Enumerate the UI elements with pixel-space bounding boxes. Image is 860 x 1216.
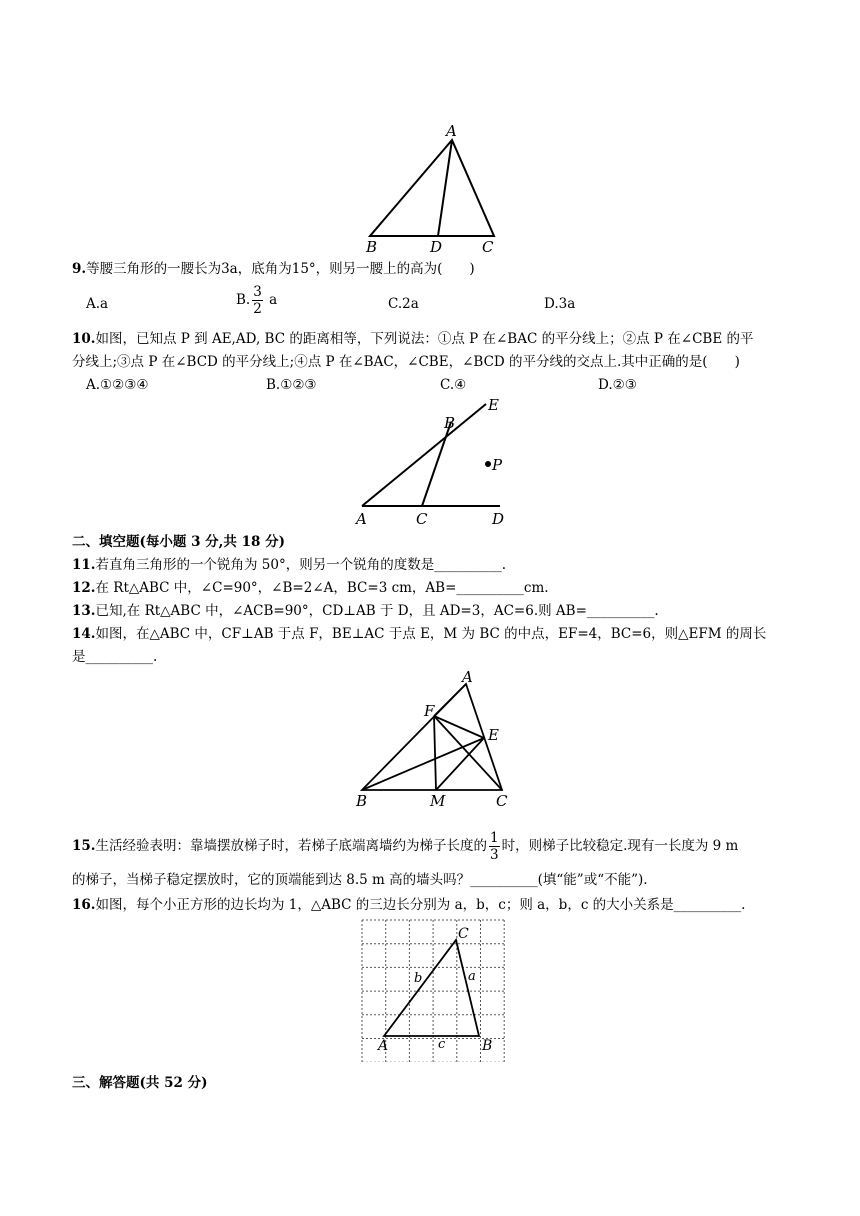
label-b: B — [444, 414, 456, 432]
label-b: B — [366, 238, 378, 256]
question-text: 若直角三角形的一个锐角为 50°，则另一个锐角的度数是__________. — [95, 557, 507, 573]
label-b: B — [356, 792, 368, 810]
question-10-line2: 分线上;③点 P 在∠BCD 的平分线上;④点 P 在∠BAC，∠CBE，∠BCD 的平分线的交点上.其中正确的是( ) — [72, 354, 740, 370]
fraction: $\frac{1}{3}$ — [490, 830, 499, 863]
question-number: 11. — [72, 557, 96, 573]
q9-option-d: D.3a — [544, 296, 576, 312]
label-m: M — [430, 792, 446, 810]
question-12 — [72, 578, 549, 598]
figure-triangle-abc-d — [360, 120, 510, 260]
question-14-line2: 是__________. — [72, 649, 158, 665]
section-2-heading: 二、填空题(每小题 3 分,共 18 分) — [72, 534, 285, 550]
question-text: 在 Rt△ABC 中，∠C=90°，∠B=2∠A，BC=3 cm，AB=__________cm. — [95, 580, 549, 596]
question-15-line1: 15.生活经验表明：靠墙摆放梯子时，若梯子底端离墙约为梯子长度的 $\frac{1}{3}$ 时，则梯子比较稳定.现有一长度为 9 m — [72, 830, 739, 863]
question-15-line2: 的梯子，当梯子稳定摆放时，它的顶端能到达 8.5 m 高的墙头吗？__________(填“能”或“不能”). — [72, 872, 648, 888]
option-label: B. — [236, 292, 251, 308]
label-e: E — [488, 396, 499, 414]
question-number: 16. — [72, 897, 96, 913]
label-c: C — [416, 510, 428, 528]
q10-option-d: D.②③ — [598, 377, 637, 393]
question-number: 15. — [72, 838, 96, 854]
q9-option-a: A.a — [86, 296, 109, 312]
label-a: A — [462, 670, 473, 686]
q10-option-b: B.①②③ — [266, 377, 317, 393]
question-text: 已知,在 Rt△ABC 中，∠ACB=90°，CD⊥AB 于 D，且 AD=3，AC=6.则 AB=__________. — [95, 603, 659, 619]
label-a: A — [378, 1038, 389, 1054]
label-c: C — [458, 926, 469, 942]
question-text: 如图，已知点 P 到 AE,AD, BC 的距离相等，下列说法：①点 P 在∠BAC 的平分线上；②点 P 在∠CBE 的平 — [95, 331, 754, 347]
question-number: 12. — [72, 580, 96, 596]
question-number: 9. — [72, 261, 87, 277]
label-d: D — [492, 510, 505, 528]
figure-angle-bisector-p — [350, 396, 520, 530]
label-c: C — [496, 792, 508, 810]
question-13 — [72, 601, 659, 621]
q9-option-c: C.2a — [388, 296, 419, 312]
label-side-b: b — [414, 971, 423, 986]
section-3-heading: 三、解答题(共 52 分) — [72, 1075, 208, 1091]
question-9 — [72, 259, 475, 279]
q9-option-b: B. $\frac{3}{2}$ a — [236, 284, 278, 317]
question-text: 生活经验表明：靠墙摆放梯子时，若梯子底端离墙约为梯子长度的 — [95, 838, 487, 854]
question-number: 14. — [72, 626, 96, 642]
question-number: 13. — [72, 603, 96, 619]
question-16 — [72, 895, 745, 915]
q10-option-a: A.①②③④ — [86, 377, 149, 393]
question-text: 如图，每个小正方形的边长均为 1，△ABC 的三边长分别为 a，b，c；则 a，b，c 的大小关系是__________. — [95, 897, 746, 913]
question-14-line1 — [72, 624, 766, 644]
question-number: 10. — [72, 331, 96, 347]
label-d: D — [430, 238, 443, 256]
question-text: 等腰三角形的一腰长为3a，底角为15°，则另一腰上的高为( ) — [86, 261, 475, 277]
label-e: E — [488, 726, 499, 744]
label-p: P — [492, 456, 503, 474]
figure-grid-triangle — [360, 918, 506, 1062]
label-a: A — [356, 510, 367, 528]
question-text: 如图，在△ABC 中，CF⊥AB 于点 F，BE⊥AC 于点 E，M 为 BC 的中点，EF=4，BC=6，则△EFM 的周长 — [95, 626, 767, 642]
label-a: A — [446, 122, 457, 140]
label-side-a: a — [468, 969, 476, 984]
fraction: $\frac{3}{2}$ — [253, 284, 262, 317]
label-side-c: c — [438, 1037, 446, 1052]
label-f: F — [424, 702, 435, 720]
question-10-line1 — [72, 329, 753, 349]
label-c: C — [482, 238, 494, 256]
q10-option-c: C.④ — [440, 377, 467, 393]
figure-triangle-efm — [350, 670, 520, 810]
label-b: B — [482, 1038, 493, 1054]
question-11 — [72, 555, 506, 575]
